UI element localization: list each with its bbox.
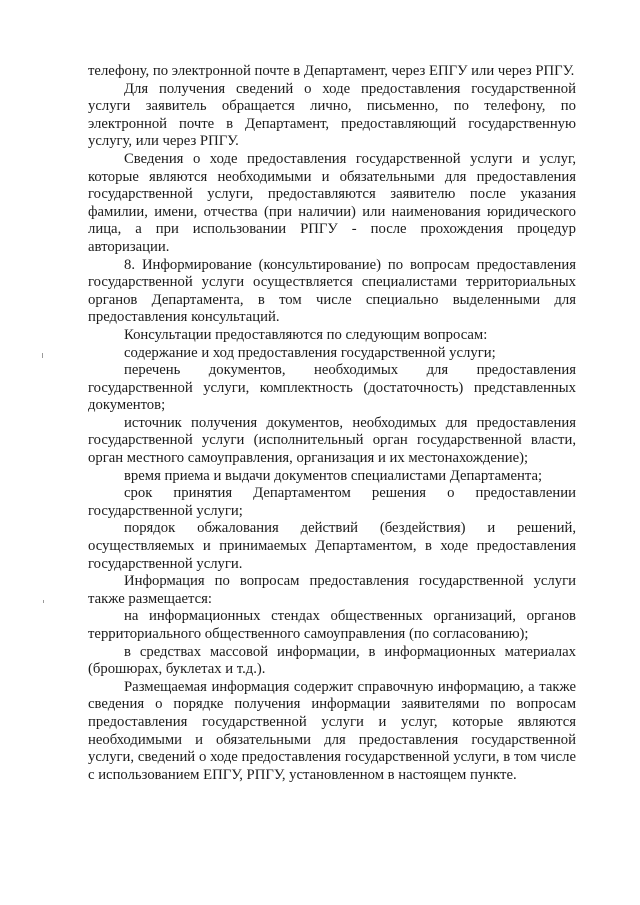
list-item-schedule: время приема и выдачи документов специалистами Департамента; <box>124 467 543 484</box>
paragraph-status-info: Сведения о ходе предоставления государственной услуги и услуг, которые являются необходимыми и обязательными для предоставления государственной услуги, предоставляются заявителю после указания фамилии, имени, отчества (при наличии) или наименования юридического лица, а при использовании РПГУ - после прохождения процедур авторизации. <box>88 150 576 255</box>
list-item-media: в средствах массовой информации, в информационных материалах (брошюрах, буклетах и т.д.). <box>88 643 576 678</box>
scan-mark <box>42 353 43 358</box>
list-item-stands: на информационных стендах общественных организаций, органов территориального общественного самоуправления (по согласованию); <box>88 608 576 642</box>
list-item-deadline: срок принятия Департаментом решения о предоставлении государственной услуги; <box>88 485 576 519</box>
paragraph-item-8: 8. Информирование (консультирование) по вопросам предоставления государственной услуги осуществляется специалистами территориальных органов Департамента, в том числе специально выделенными для предоставления консультаций. <box>88 256 576 326</box>
list-item-content: содержание и ход предоставления государственной услуги; <box>124 344 496 361</box>
list-item-source: источник получения документов, необходимых для предоставления государственной услуги (исполнительный орган государственной власти, орган местного самоуправления, организация и их местонахождение); <box>88 414 576 467</box>
scan-mark <box>43 600 44 603</box>
list-item-documents: перечень документов, необходимых для предоставления государственной услуги, комплектность (достаточность) представленных документов; <box>88 362 576 414</box>
paragraph-continuation: телефону, по электронной почте в Департамент, через ЕПГУ или через РПГУ. <box>88 63 575 79</box>
document-body <box>88 63 576 784</box>
paragraph-info-placement: Информация по вопросам предоставления государственной услуги также размещается: <box>88 573 576 607</box>
list-item-appeal: порядок обжалования действий (бездействия) и решений, осуществляемых и принимаемых Департаментом, в ходе предоставления государственной услуги. <box>88 520 576 572</box>
paragraph-consultation-topics: Консультации предоставляются по следующим вопросам: <box>124 326 488 343</box>
paragraph-reference-info: Размещаемая информация содержит справочную информацию, а также сведения о порядке получения информации заявителями по вопросам предоставления государственной услуги и услуг, которые являются необходимыми и обязательными для предоставления государственной услуги, сведений о ходе предоставления государственной услуги, в том числе с использованием ЕПГУ, РПГУ, установленном в настоящем пункте. <box>88 678 576 783</box>
paragraph-status-request: Для получения сведений о ходе предоставления государственной услуги заявитель обращается лично, письменно, по телефону, по электронной почте в Департамент, предоставляющий государственную услугу, или через РПГУ. <box>88 80 576 150</box>
